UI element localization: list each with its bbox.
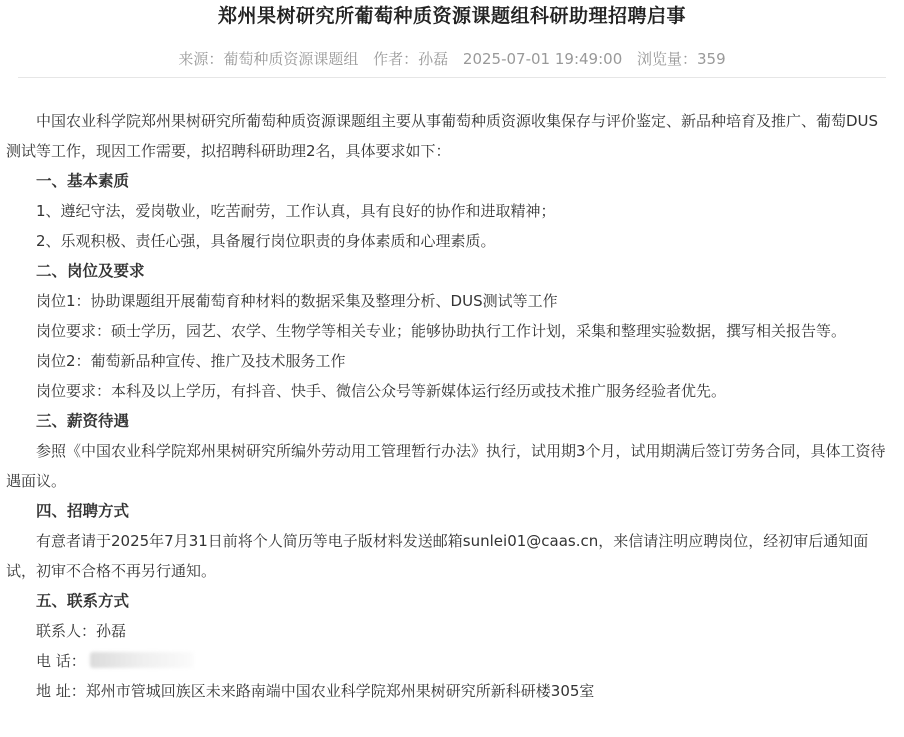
intro-paragraph: 中国农业科学院郑州果树研究所葡萄种质资源课题组主要从事葡萄种质资源收集保存与评价鉴定、新品种培育及推广、葡萄DUS测试等工作，现因工作需要，拟招聘科研助理2名，具体要求如下：	[6, 112, 879, 160]
section-heading-salary: 三、薪资待遇	[36, 412, 130, 430]
contact-address: 地 址：郑州市管城回族区未来路南端中国农业科学院郑州果树研究所新科研楼305室	[36, 682, 595, 700]
basic-item-1: 1、遵纪守法，爱岗敬业，吃苦耐劳，工作认真，具有良好的协作和进取精神；	[36, 202, 556, 220]
article-title: 郑州果树研究所葡萄种质资源课题组科研助理招聘启事	[217, 5, 686, 27]
meta-datetime: 2025-07-01 19:49:00	[462, 50, 623, 68]
article-meta	[0, 48, 904, 70]
salary-text: 参照《中国农业科学院郑州果树研究所编外劳动用工管理暂行办法》执行，试用期3个月，试用期满后签订劳务合同，具体工资待遇面议。	[6, 442, 886, 490]
section-heading-posts: 二、岗位及要求	[36, 262, 145, 280]
post1-requirements: 岗位要求：硕士学历，园艺、农学、生物学等相关专业；能够协助执行工作计划，采集和整理实验数据，撰写相关报告等。	[36, 322, 847, 340]
post1-description: 岗位1：协助课题组开展葡萄育种材料的数据采集及整理分析、DUS测试等工作	[36, 292, 558, 310]
meta-views: 浏览量：359	[637, 50, 726, 68]
meta-author: 作者：孙磊	[373, 50, 449, 68]
meta-source: 来源：葡萄种质资源课题组	[178, 50, 359, 68]
recruit-text: 有意者请于2025年7月31日前将个人简历等电子版材料发送邮箱sunlei01@caas.cn，来信请注明应聘岗位，经初审后通知面试，初审不合格不再另行通知。	[6, 532, 869, 580]
post2-description: 岗位2：葡萄新品种宣传、推广及技术服务工作	[36, 352, 346, 370]
section-heading-basic: 一、基本素质	[36, 172, 130, 190]
article-body	[0, 106, 904, 706]
contact-person: 联系人：孙磊	[36, 622, 127, 640]
post2-requirements: 岗位要求：本科及以上学历，有抖音、快手、微信公众号等新媒体运行经历或技术推广服务经验者优先。	[36, 382, 727, 400]
section-heading-contact: 五、联系方式	[36, 592, 130, 610]
contact-phone	[0, 646, 904, 676]
meta-divider	[18, 77, 886, 78]
phone-redacted	[90, 652, 194, 668]
phone-label: 电 话：	[36, 652, 86, 670]
basic-item-2: 2、乐观积极、责任心强，具备履行岗位职责的身体素质和心理素质。	[36, 232, 496, 250]
section-heading-recruit: 四、招聘方式	[36, 502, 130, 520]
